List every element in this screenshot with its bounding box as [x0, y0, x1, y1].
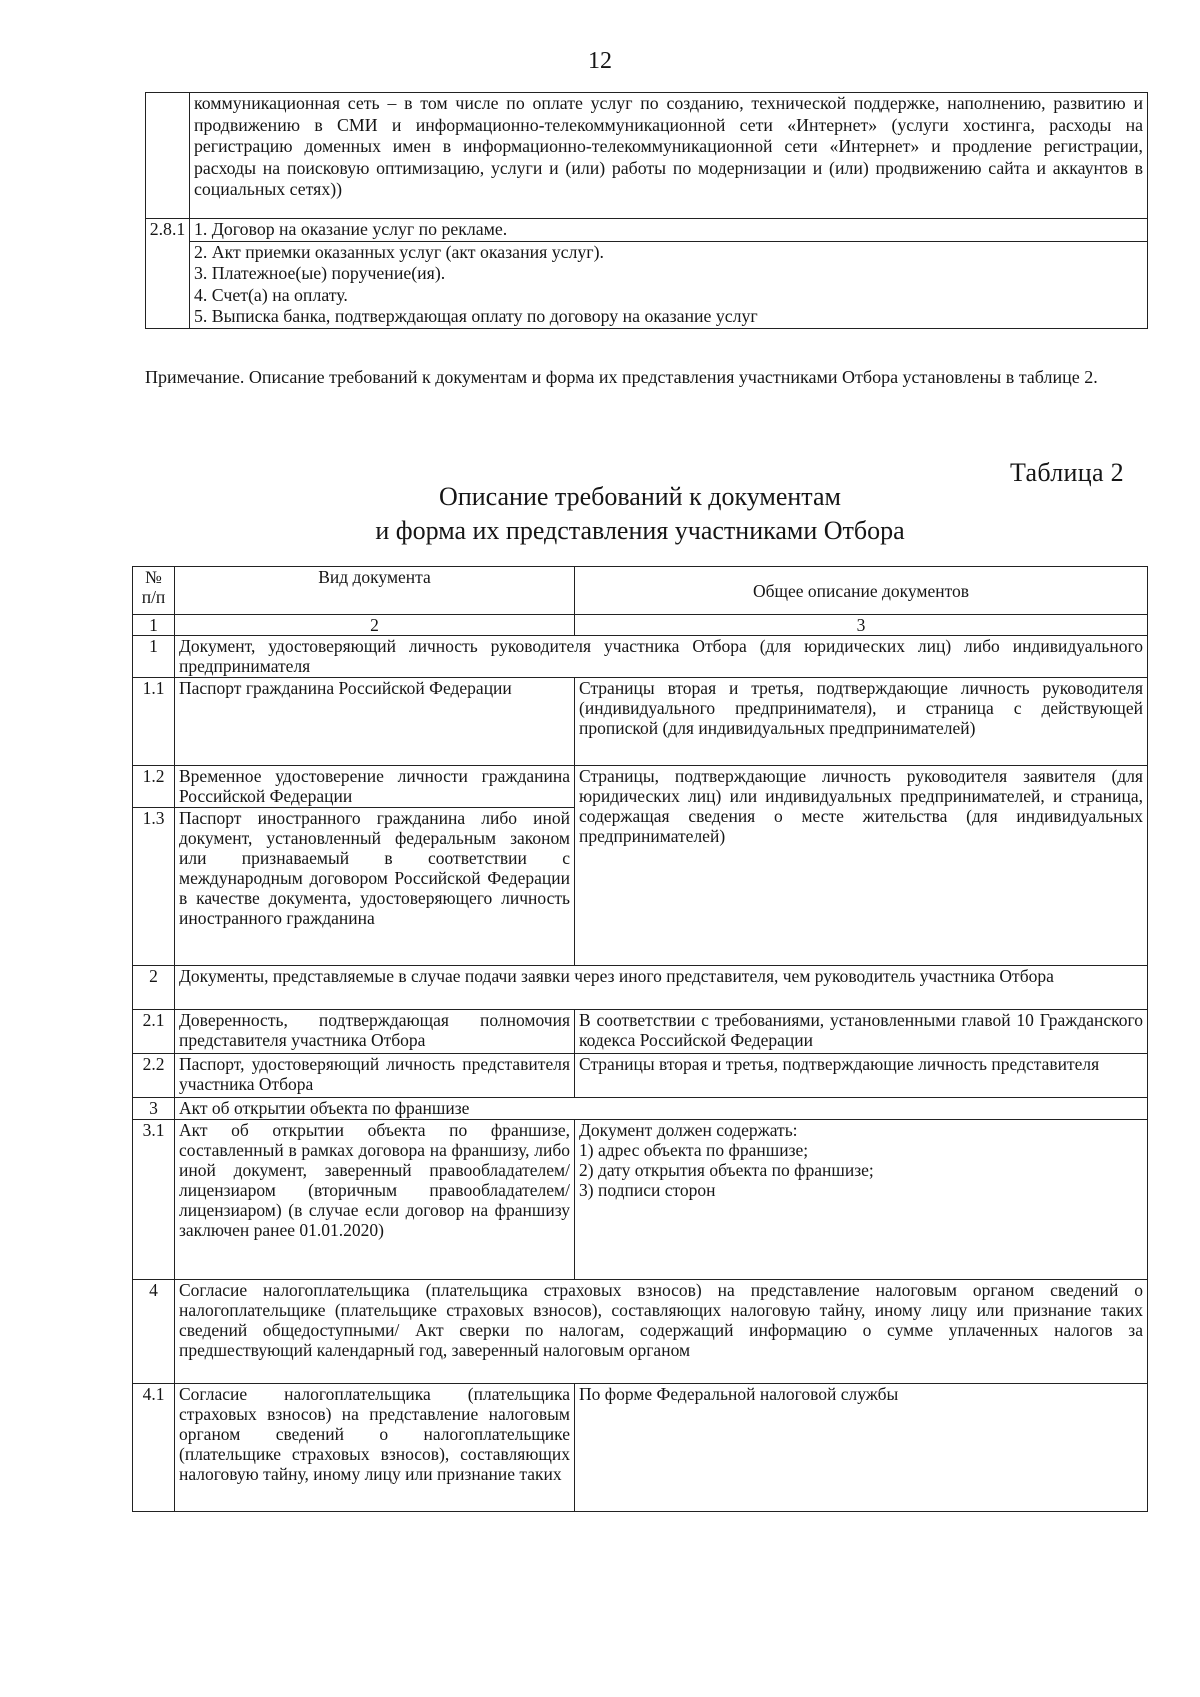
page-number: 12 [588, 48, 612, 74]
list-item: 2. Акт приемки оказанных услуг (акт оказания услуг). [194, 241, 604, 262]
row-number: 2.8.1 [146, 219, 190, 329]
document-description [575, 1120, 1148, 1280]
table-row [133, 1098, 1148, 1120]
header-num: № п/п [133, 567, 175, 615]
column-number: 2 [175, 615, 575, 636]
table-row [133, 1384, 1148, 1512]
column-number: 1 [133, 615, 175, 636]
table-title [250, 480, 1030, 548]
row-number: 1 [133, 636, 175, 678]
table-row [133, 1120, 1148, 1280]
row-number: 1.2 [133, 766, 175, 808]
table-row [133, 766, 1148, 808]
document-kind: Паспорт иностранного гражданина либо иной документ, установленный федеральным законом или признаваемый в соответствии с международным договором Российской Федерации в качестве документа, удостоверяющего личность иностранного гражданина [175, 808, 575, 966]
list-item: 2) дату открытия объекта по франшизе; [579, 1160, 874, 1180]
table-row [133, 1054, 1148, 1098]
section-heading: Согласие налогоплательщика (плательщика страховых взносов) на представление налоговым органом сведений о налогоплательщике (плательщике страховых взносов), составляющих налоговую тайну, иному лицу или признание таких сведений общедоступными/ Акт сверки по налогам, содержащий информацию о сумме уплаченных налогов за предшествующий календарный год, заверенный налоговым органом [175, 1280, 1148, 1384]
row-number: 2.1 [133, 1010, 175, 1054]
note-paragraph: Примечание. Описание требований к документам и форма их представления участниками Отбора установлены в таблице 2. [145, 367, 1098, 387]
section-heading: Документ, удостоверяющий личность руководителя участника Отбора (для юридических лиц) либо индивидуального предпринимателя [175, 636, 1148, 678]
list-item: 4. Счет(а) на оплату. [194, 284, 348, 305]
column-number-row [133, 615, 1148, 636]
table-row [146, 93, 1148, 219]
document-kind: Доверенность, подтверждающая полномочия представителя участника Отбора [175, 1010, 575, 1054]
row-number: 3 [133, 1098, 175, 1120]
document-description: Страницы вторая и третья, подтверждающие личность руководителя (индивидуального предпринимателя), и страница с действующей пропиской (для индивидуальных предпринимателей) [575, 678, 1148, 766]
document-kind: Временное удостоверение личности гражданина Российской Федерации [175, 766, 575, 808]
requirements-table [132, 566, 1148, 1512]
list-item: 3) подписи сторон [579, 1180, 716, 1200]
document-kind: Паспорт, удостоверяющий личность представителя участника Отбора [175, 1054, 575, 1098]
row-number: 1.1 [133, 678, 175, 766]
table-row [133, 1010, 1148, 1054]
document-description: По форме Федеральной налоговой службы [575, 1384, 1148, 1512]
list-item: 3. Платежное(ые) поручение(ия). [194, 263, 446, 284]
row-number: 2 [133, 966, 175, 1010]
document-kind: Согласие налогоплательщика (плательщика страховых взносов) на представление налоговым органом сведений о налогоплательщике (плательщике страховых взносов), составляющих налоговую тайну, иному лицу или признание таких [175, 1384, 575, 1512]
table-label: Таблица 2 [1010, 458, 1124, 487]
row-number: 3.1 [133, 1120, 175, 1280]
table-row [133, 636, 1148, 678]
list-item: 1. Договор на оказание услуг по рекламе. [190, 219, 1147, 242]
description-intro: Документ должен содержать: [579, 1120, 798, 1140]
section-heading: Документы, представляемые в случае подачи заявки через иного представителя, чем руководитель участника Отбора [175, 966, 1148, 1010]
title-line: Описание требований к документам [439, 482, 841, 511]
list-item: 1) адрес объекта по франшизе; [579, 1140, 809, 1160]
column-number: 3 [575, 615, 1148, 636]
document-kind: Акт об открытии объекта по франшизе, составленный в рамках договора на франшизу, либо иной документ, заверенный правообладателем/лицензиаром (вторичным правообладателем/лицензиаром) (в случае если договор на франшизу заключен ранее 01.01.2020) [175, 1120, 575, 1280]
document-description: В соответствии с требованиями, установленными главой 10 Гражданского кодекса Российской Федерации [575, 1010, 1148, 1054]
row-number: 2.2 [133, 1054, 175, 1098]
table-row [133, 966, 1148, 1010]
continuation-text: коммуникационная сеть – в том числе по оплате услуг по созданию, технической поддержке, наполнению, развитию и продвижению в СМИ и информационно-телекоммуникационной сети «Интернет» (услуги хостинга, расходы на регистрацию доменных имен в информационно-телекоммуникационной сети «Интернет» и продление регистрации, расходы на поисковую оптимизацию, услуги и (или) работы по модернизации и (или) продвижению сайта и аккаунтов в социальных сетях)) [190, 93, 1148, 219]
document-description: Страницы, подтверждающие личность руководителя заявителя (для юридических лиц) или индивидуальных предпринимателей, и страница, содержащая сведения о месте жительства (для индивидуальных предпринимателей) [575, 766, 1148, 966]
row-number: 1.3 [133, 808, 175, 966]
table-header-row [133, 567, 1148, 615]
table-row [133, 678, 1148, 766]
document-kind: Паспорт гражданина Российской Федерации [175, 678, 575, 766]
list-item: 5. Выписка банка, подтверждающая оплату по договору на оказание услуг [194, 306, 758, 327]
document-description: Страницы вторая и третья, подтверждающие личность представителя [575, 1054, 1148, 1098]
title-line: и форма их представления участниками Отбора [375, 516, 905, 545]
row-number: 4.1 [133, 1384, 175, 1512]
table-cell [146, 93, 190, 219]
continuation-table [145, 92, 1148, 329]
section-heading: Акт об открытии объекта по франшизе [175, 1098, 1148, 1120]
documents-list [190, 219, 1148, 329]
row-number: 4 [133, 1280, 175, 1384]
header-desc: Общее описание документов [575, 567, 1148, 615]
header-kind: Вид документа [175, 567, 575, 615]
table-row [146, 219, 1148, 329]
table-row [133, 1280, 1148, 1384]
